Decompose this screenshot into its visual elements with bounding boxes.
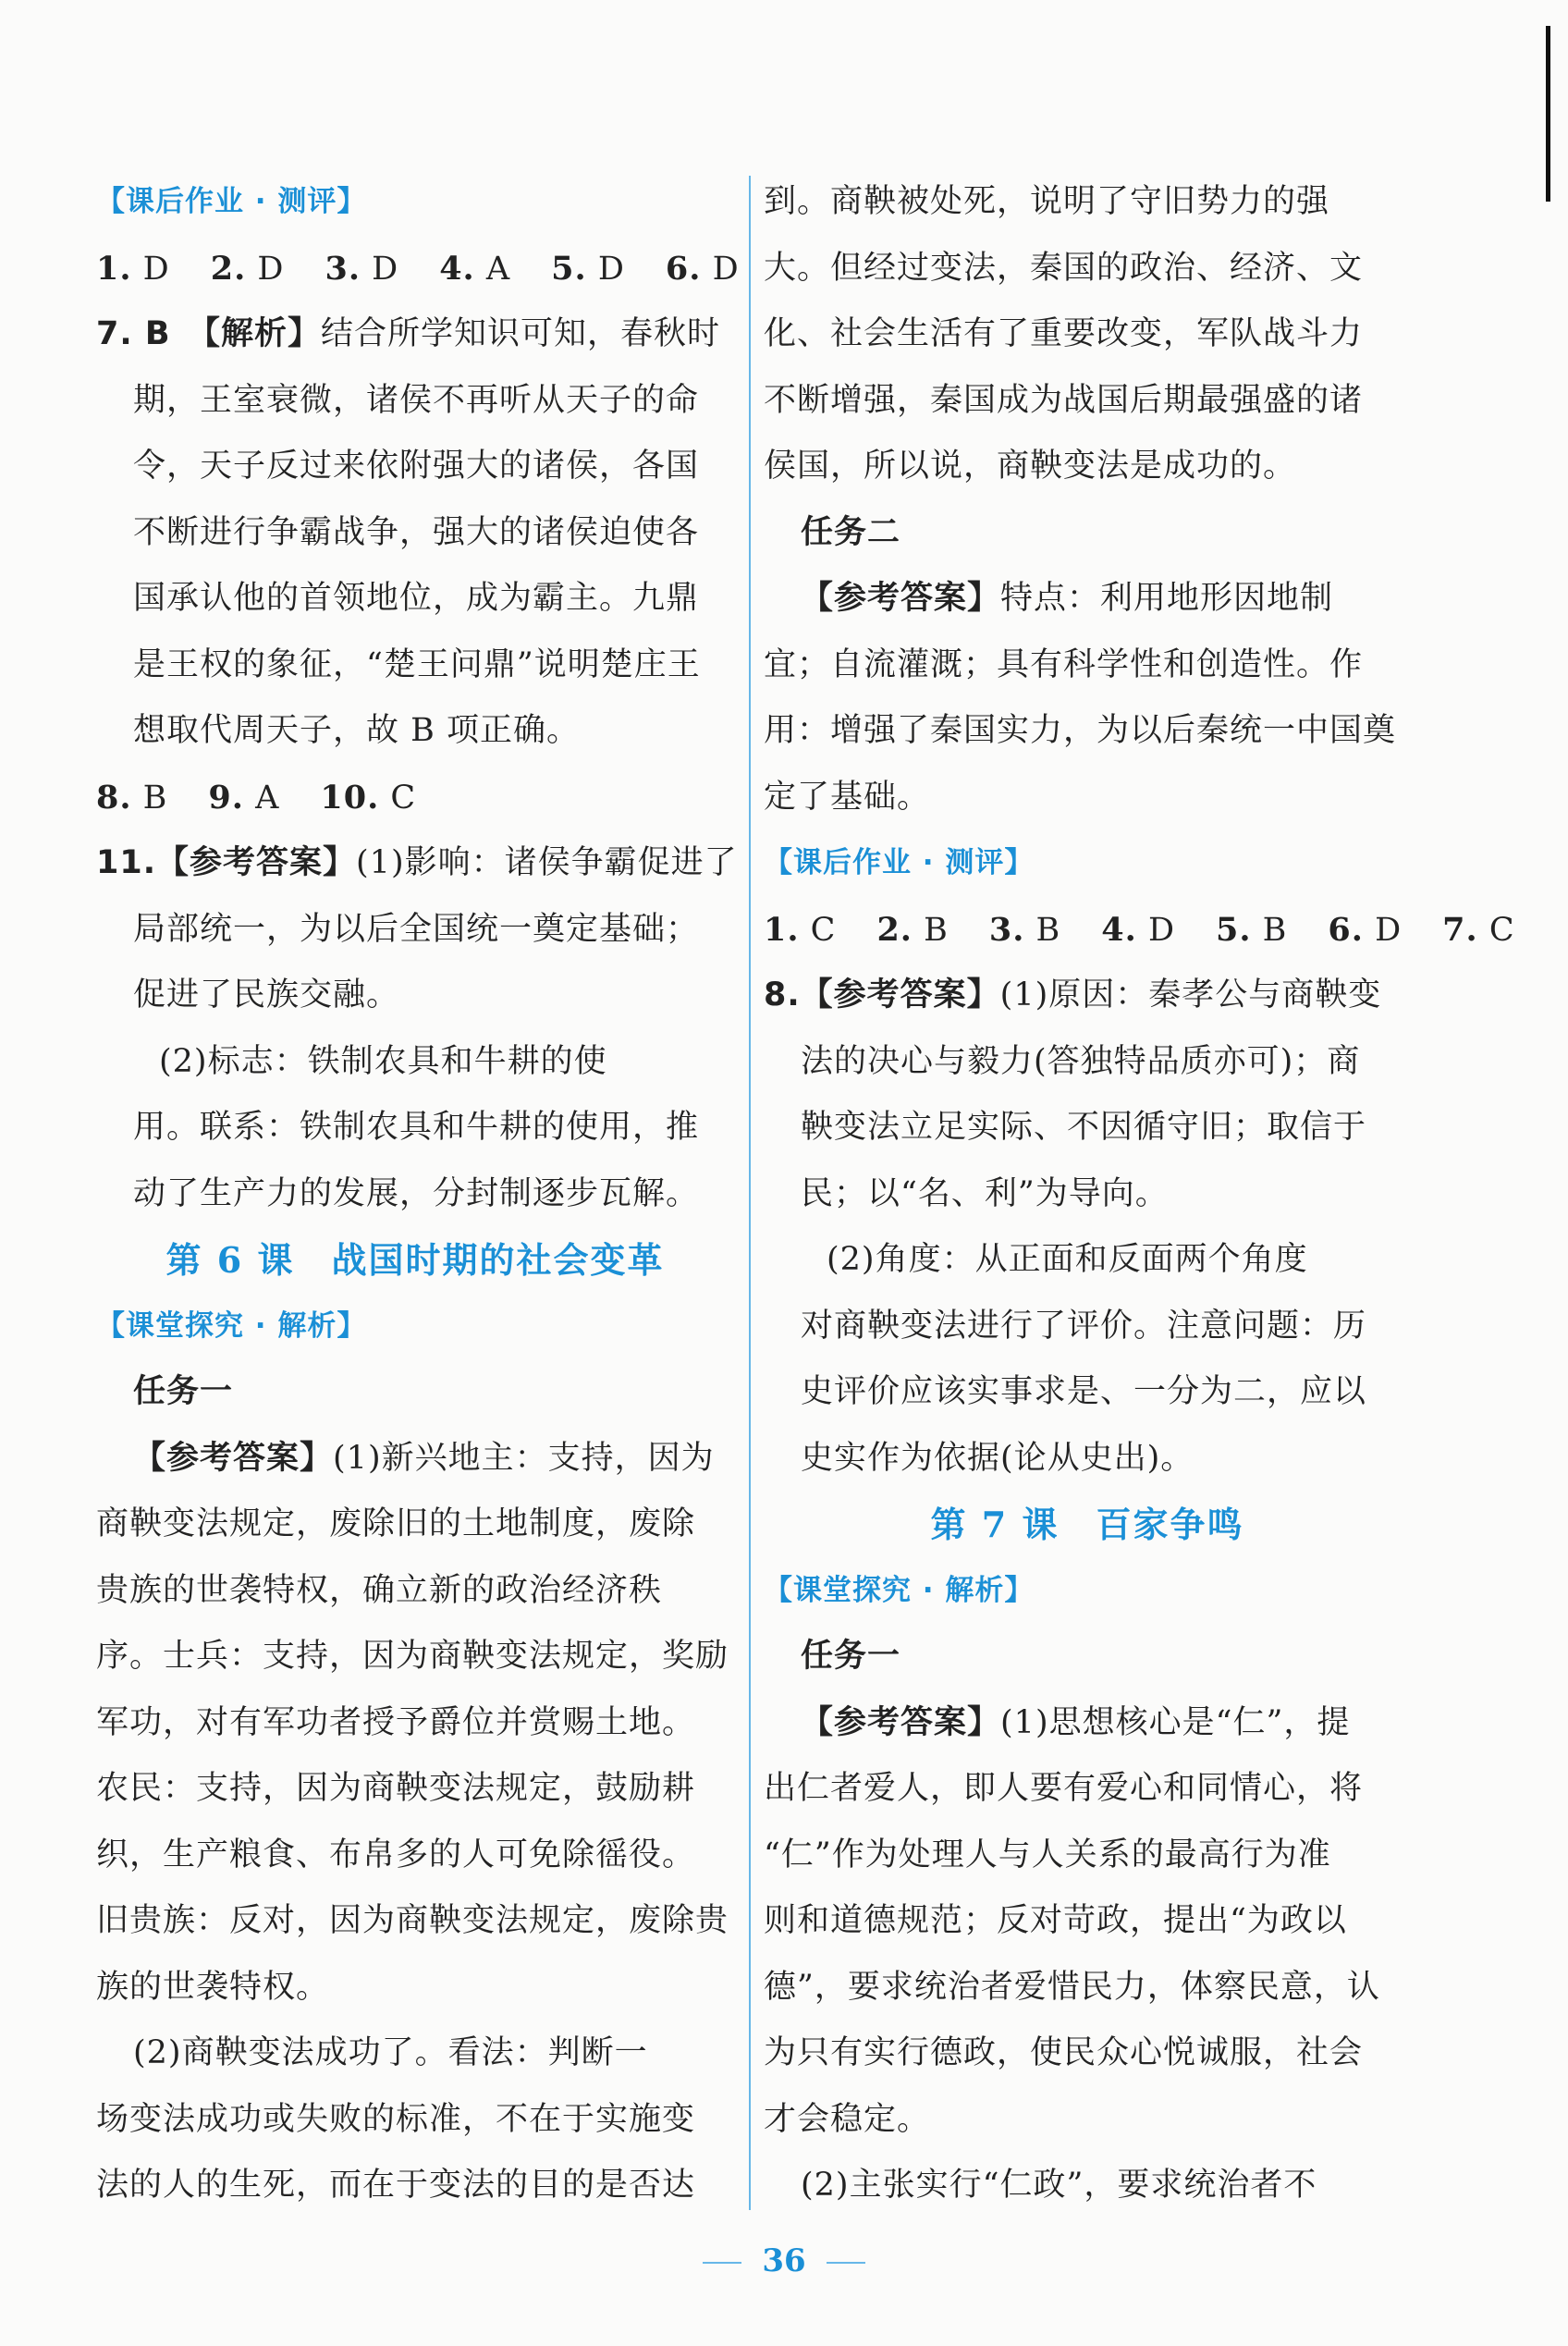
answer-number: 4.: [439, 249, 475, 288]
answer-item: [989, 912, 1060, 949]
task1-text-line: 场变法成功或失败的标准，不在于实施变: [96, 2100, 696, 2138]
answer-item: [325, 251, 398, 288]
answer-row-1-6: [96, 236, 740, 302]
q11-number: 11.: [96, 844, 157, 881]
answer-value: A: [474, 250, 511, 288]
q7-text-line: 想取代周天子，故 B 项正确。: [133, 712, 580, 749]
q7-number: 7. B: [96, 315, 171, 352]
column-divider: [749, 176, 751, 2210]
answer-item: [1101, 912, 1175, 949]
section-tag-homework: 【课后作业 · 测评】: [96, 185, 367, 218]
answer-number: 3.: [325, 249, 361, 288]
section-tag-class-explore: 【课堂探究 · 解析】: [764, 1573, 1035, 1607]
task1-text-line: (2)商鞅变法成功了。看法：判断一: [133, 2034, 648, 2071]
answer-value: D: [246, 250, 285, 288]
q8-text-line: 鞅变法立足实际、不因循守旧；取信于: [801, 1109, 1367, 1146]
answer-number: 2.: [876, 910, 913, 949]
task1-text-line: (2)主张实行“仁政”，要求统治者不: [801, 2167, 1317, 2204]
answer-value: B: [131, 779, 168, 817]
answer-item: [876, 912, 948, 949]
reference-answer-label: 【参考答案】: [133, 1439, 334, 1477]
answer-number: 7.: [1442, 910, 1478, 949]
answer-item: [551, 251, 625, 288]
task1-first-line: [764, 1690, 1411, 1757]
page-number-value: 36: [762, 2242, 806, 2279]
answer-item: [1442, 912, 1514, 949]
q11-text-line: (2)标志：铁制农具和牛耕的使: [159, 1042, 607, 1080]
reference-answer-label: 【参考答案】: [800, 976, 1000, 1013]
reference-answer-label: 【参考答案】: [801, 580, 1001, 617]
task1-text-line: 序。士兵：支持，因为商鞅变法规定，奖励: [96, 1638, 729, 1675]
q8-number: 8.: [764, 976, 801, 1013]
task1-text-line: “仁”作为处理人与人关系的最高行为准: [764, 1836, 1331, 1873]
q8-text-line: 对商鞅变法进行了评价。注意问题：历: [801, 1307, 1367, 1345]
lesson-7-title: 第 7 课 百家争鸣: [930, 1504, 1244, 1545]
answer-number: 5.: [1216, 910, 1252, 949]
q8-text-line: 民；以“名、利”为导向。: [801, 1174, 1169, 1212]
lesson-6-title: 第 6 课 战国时期的社会变革: [165, 1239, 665, 1281]
answer-item: [666, 251, 740, 288]
answer-row-8-10: [96, 765, 734, 831]
task2-text-line: 宜；自流灌溉；具有科学性和创造性。作: [764, 645, 1364, 683]
task1-text-line: (1)思想核心是“仁”，提: [1000, 1703, 1351, 1741]
answer-value: B: [1251, 911, 1288, 949]
q8-text-line: 史评价应该实事求是、一分为二，应以: [801, 1373, 1367, 1410]
task1-text-line: 军功，对有军功者授予爵位并赏赐土地。: [96, 1703, 696, 1741]
page-edge-mark: [1546, 26, 1550, 202]
answer-value: B: [1024, 911, 1061, 949]
task1-text-line: 德”，要求统治者爱惜民力，体察民意，认: [764, 1968, 1380, 2006]
answer-value: D: [131, 250, 170, 288]
task1-text-line: 商鞅变法规定，废除旧的土地制度，废除: [96, 1505, 696, 1542]
q11-text-line: 局部统一，为以后全国统一奠定基础；: [133, 910, 700, 948]
q7-text-line: 期，王室衰微，诸侯不再听从天子的命: [133, 381, 700, 419]
answer-row-1-7: [764, 897, 1515, 964]
task-one-heading: 任务一: [801, 1638, 901, 1675]
page-number-dash: [827, 2262, 865, 2264]
continued-text-line: 化、社会生活有了重要改变，军队战斗力: [764, 315, 1364, 352]
task1-text-line: 族的世袭特权。: [96, 1968, 330, 2006]
answer-item: [96, 780, 167, 817]
answer-number: 5.: [551, 249, 587, 288]
q8-text-line: (2)角度：从正面和反面两个角度: [827, 1241, 1308, 1278]
page-number: [0, 2242, 1568, 2279]
answer-item: [96, 251, 170, 288]
task2-text-line: 定了基础。: [764, 778, 931, 816]
reference-answer-label: 【参考答案】: [156, 844, 357, 881]
task1-text-line: (1)新兴地主：支持，因为: [333, 1439, 715, 1477]
answer-item: [1328, 912, 1402, 949]
answer-value: D: [1136, 911, 1175, 949]
answer-number: 6.: [1328, 910, 1364, 949]
answer-value: B: [913, 911, 949, 949]
q7-text-line: 国承认他的首领地位，成为霸主。九鼎: [133, 580, 700, 617]
answer-number: 8.: [96, 778, 132, 817]
answer-value: C: [379, 779, 417, 817]
answer-number: 2.: [210, 249, 247, 288]
answer-item: [320, 780, 416, 817]
answer-number: 6.: [665, 249, 702, 288]
answer-number: 1.: [764, 910, 800, 949]
section-tag-homework: 【课后作业 · 测评】: [764, 846, 1035, 879]
task1-first-line: [96, 1426, 734, 1492]
answer-value: D: [361, 250, 399, 288]
answer-item: [211, 251, 285, 288]
q11-text-line: 用。联系：铁制农具和牛耕的使用，推: [133, 1109, 700, 1146]
task2-text-line: 用：增强了秦国实力，为以后秦统一中国奠: [764, 712, 1397, 749]
q8-text-line: 法的决心与毅力(答独特品质亦可)；商: [801, 1042, 1361, 1080]
left-column: [96, 169, 740, 2219]
q8-text-line: 史实作为依据(论从史出)。: [801, 1439, 1194, 1477]
q7-text-line: 是王权的象征，“楚王问鼎”说明楚庄王: [133, 645, 701, 683]
reference-answer-label: 【参考答案】: [801, 1703, 1001, 1741]
page-number-dash: [703, 2262, 741, 2264]
answer-item: [1216, 912, 1287, 949]
task1-text-line: 旧贵族：反对，因为商鞅变法规定，废除贵: [96, 1902, 729, 1939]
answer-item: [764, 912, 836, 949]
task2-text-line: 特点：利用地形因地制: [1000, 580, 1334, 617]
task2-first-line: [764, 566, 1411, 633]
answer-number: 4.: [1101, 910, 1137, 949]
task1-text-line: 贵族的世袭特权，确立新的政治经济秩: [96, 1571, 663, 1609]
task1-text-line: 则和道德规范；反对苛政，提出“为政以: [764, 1902, 1347, 1939]
answer-item: [439, 251, 510, 288]
q11-text-line: (1)影响：诸侯争霸促进了: [356, 844, 738, 881]
section-tag-class-explore: 【课堂探究 · 解析】: [96, 1308, 367, 1343]
continued-text-line: 不断增强，秦国成为战国后期最强盛的诸: [764, 381, 1364, 419]
task-one-heading: 任务一: [133, 1373, 234, 1410]
task1-text-line: 才会稳定。: [764, 2100, 931, 2138]
q7-text-line: 令，天子反过来依附强大的诸侯，各国: [133, 448, 700, 485]
continued-text-line: 大。但经过变法，秦国的政治、经济、文: [764, 249, 1364, 287]
answer-number: 9.: [208, 778, 244, 817]
task1-text-line: 法的人的生死，而在于变法的目的是否达: [96, 2167, 696, 2204]
task1-text-line: 为只有实行德政，使民众心悦诚服，社会: [764, 2034, 1364, 2071]
answer-value: D: [701, 250, 740, 288]
answer-number: 1.: [96, 249, 132, 288]
q11-first-line: [96, 830, 738, 897]
answer-value: D: [586, 250, 625, 288]
answer-value: A: [243, 779, 280, 817]
task1-text-line: 织，生产粮食、布帛多的人可免除徭役。: [96, 1836, 696, 1873]
q7-text-line: 不断进行争霸战争，强大的诸侯迫使各: [133, 513, 700, 551]
q11-text-line: 动了生产力的发展，分封制逐步瓦解。: [133, 1174, 700, 1212]
answer-value: D: [1363, 911, 1403, 949]
answer-number: 3.: [988, 910, 1025, 949]
answer-value: C: [799, 911, 837, 949]
q8-first-line: [764, 963, 1411, 1029]
q11-text-line: 促进了民族交融。: [133, 976, 400, 1013]
continued-text-line: 到。商鞅被处死，说明了守旧势力的强: [764, 183, 1330, 220]
task1-text-line: 出仁者爱人，即人要有爱心和同情心，将: [764, 1770, 1364, 1807]
answer-item: [208, 780, 279, 817]
task1-text-line: 农民：支持，因为商鞅变法规定，鼓励耕: [96, 1770, 696, 1807]
task-two-heading: 任务二: [801, 513, 901, 551]
analysis-label: 【解析】: [203, 315, 322, 352]
q7-text-line: 结合所学知识可知，春秋时: [321, 315, 721, 352]
answer-number: 10.: [320, 778, 380, 817]
q8-text-line: (1)原因：秦孝公与商鞅变: [999, 976, 1382, 1013]
q7-first-line: [96, 301, 734, 368]
continued-text-line: 侯国，所以说，商鞅变法是成功的。: [764, 448, 1297, 485]
answer-value: C: [1477, 911, 1515, 949]
right-column: [764, 169, 1515, 2219]
